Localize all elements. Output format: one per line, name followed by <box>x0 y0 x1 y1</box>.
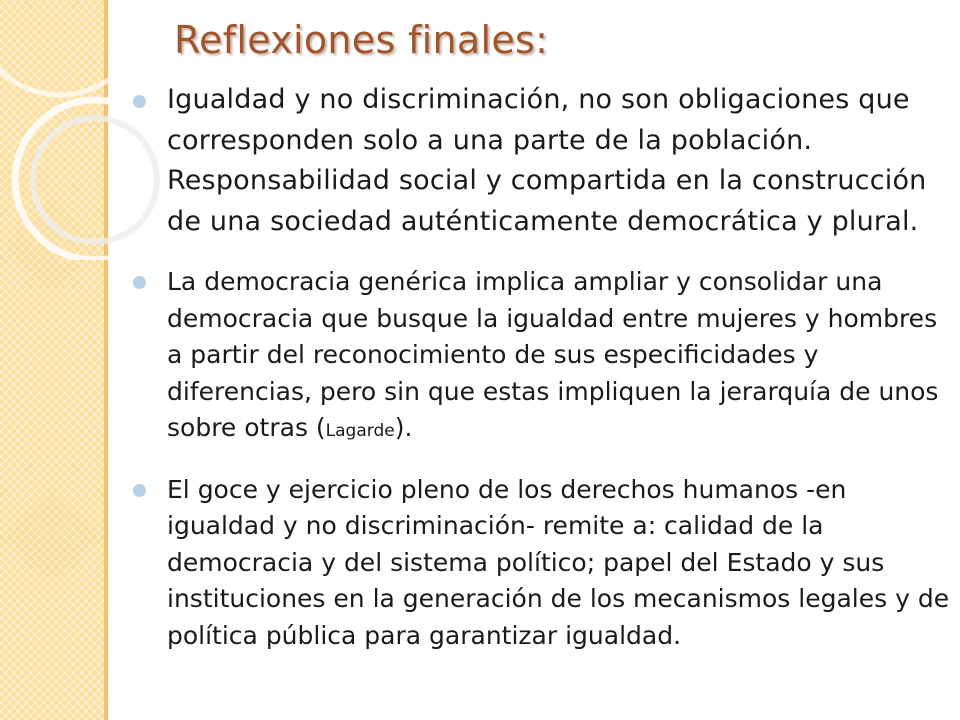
slide-title: Reflexiones finales: <box>174 18 549 62</box>
bullet-text: El goce y ejercicio pleno de los derechos humanos -en igualdad y no discriminación- remite a: calidad de la democracia y del sistema político; papel del Estado y sus instituciones en la generación de los mecanismos legales y de política pública para garantizar igualdad. <box>167 474 950 650</box>
bullet-icon <box>133 276 146 289</box>
bullet-icon <box>133 484 146 497</box>
decorative-side-line <box>104 0 108 720</box>
bullet-item <box>130 264 950 450</box>
citation: Lagarde <box>325 421 395 441</box>
bullet-list <box>130 80 950 676</box>
bullet-item <box>130 80 950 242</box>
bullet-icon <box>133 95 146 108</box>
decorative-side-band <box>0 0 104 720</box>
bullet-text: La democracia genérica implica ampliar y consolidar una democracia que busque la igualdad entre mujeres y hombres a partir del reconocimiento de sus especificidades y diferencias, pero sin que estas impliquen la jerarquía de unos sobre otras ( <box>167 267 939 442</box>
bullet-text: Igualdad y no discriminación, no son obligaciones que corresponden solo a una parte de la población. Responsabilidad social y compartida en la construcción de una sociedad auténticamente democrática y plural. <box>167 84 927 237</box>
bullet-item <box>130 472 950 655</box>
citation-suffix: ). <box>394 413 413 442</box>
